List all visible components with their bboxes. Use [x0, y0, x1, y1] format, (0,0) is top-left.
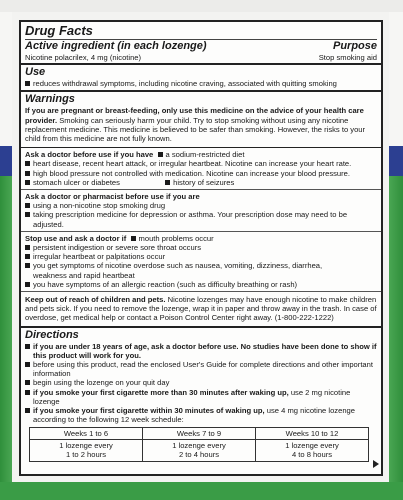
stop-use-item: irregular heartbeat or palpitations occur — [25, 252, 377, 261]
stop-use-item: you have symptoms of an allergic reaction (such as difficulty breathing or rash) — [25, 280, 377, 289]
dosing-column — [256, 428, 368, 461]
active-section — [21, 22, 381, 65]
package-left-edge — [0, 12, 12, 146]
directions-item: begin using the lozenge on your quit day — [25, 378, 377, 387]
pregnancy-warning — [25, 106, 377, 145]
ingredient-row — [25, 53, 377, 62]
use-section — [21, 65, 381, 92]
directions-heading: Directions — [25, 328, 79, 341]
keep-out-bold: Keep out of reach of children and pets. — [25, 295, 166, 305]
ask-doctor-row — [25, 178, 377, 187]
drug-facts-title: Drug Facts — [25, 23, 93, 38]
ask-doctor-heading: Ask a doctor before use if you have — [25, 150, 154, 160]
package-right-edge — [389, 12, 403, 146]
ask-pharmacist-section — [21, 190, 381, 232]
ask-doctor-item: high blood pressure not controlled with medication. Nicotine can increase your blood pressure. — [25, 169, 377, 178]
ask-pharmacist-item: using a non-nicotine stop smoking drug — [25, 201, 377, 210]
ask-doctor-item: history of seizures — [165, 178, 234, 187]
dosing-line: 1 lozenge every — [59, 440, 113, 450]
dosing-line: 4 to 8 hours — [291, 449, 333, 459]
ask-doctor-item: stomach ulcer or diabetes — [25, 178, 163, 187]
directions-item: if you are under 18 years of age, ask a doctor before use. No studies have been done to show if this product will work for you. — [25, 342, 377, 360]
package-top — [0, 0, 403, 12]
stop-use-section — [21, 232, 381, 292]
package-left-green — [0, 176, 12, 482]
stop-use-item: persistent indigestion or severe sore throat occurs — [25, 243, 377, 252]
dosing-line: 1 lozenge every — [172, 440, 226, 450]
ask-doctor-item: a sodium-restricted diet — [158, 150, 245, 159]
package-right-stripe — [389, 146, 403, 176]
keep-out-text — [25, 293, 377, 324]
directions-item: if you smoke your first cigarette more than 30 minutes after waking up, use 2 mg nicotine lozenge — [25, 388, 377, 406]
pregnancy-warning-bold: If you are pregnant or breast-feeding, only use this medicine on the advice of your health care provider. — [25, 106, 364, 125]
dosing-line: 1 lozenge every — [285, 440, 339, 450]
ingredient-text: Nicotine polacrilex, 4 mg (nicotine) — [25, 53, 142, 62]
dosing-column — [143, 428, 256, 461]
package-bottom — [0, 482, 403, 500]
ask-doctor-section — [21, 148, 381, 190]
stop-use-item: mouth problems occur — [131, 234, 214, 243]
directions-item: before using this product, read the enclosed User's Guide for complete directions and other important information — [25, 360, 377, 378]
continued-arrow-icon — [373, 460, 379, 468]
purpose-heading: Purpose — [332, 40, 377, 52]
dosing-column — [30, 428, 143, 461]
stop-use-item-continued: weakness and rapid heartbeat — [33, 270, 135, 280]
warnings-section — [21, 92, 381, 148]
dosing-line: 2 to 4 hours — [178, 449, 220, 459]
keep-out-rest: Nicotine lozenges may have enough nicotine to make children and pets sick. If you need to remove the lozenge, wrap it in paper and throw away in the trash. In case of overdose, get medical help or contact a Poison Control Center right away. (1-800-222-1222) — [25, 295, 377, 323]
warnings-heading: Warnings — [25, 93, 75, 106]
ask-pharmacist-heading: Ask a doctor or pharmacist before use if you are — [25, 192, 200, 202]
ask-pharmacist-item: taking prescription medicine for depression or asthma. Your prescription dose may need to be adjusted. — [25, 210, 377, 228]
directions-section — [21, 328, 381, 462]
stop-use-item: you get symptoms of nicotine overdose such as nausea, vomiting, dizziness, diarrhea, — [25, 261, 377, 270]
directions-item: if you smoke your first cigarette within 30 minutes of waking up, use 4 mg nicotine lozenge according to the following 12 week schedule: — [25, 406, 377, 424]
pregnancy-warning-text: Smoking can seriously harm your child. Try to stop smoking without using any nicotine replacement medicine. This medicine is believed to be safer than smoking. However, the risks to your child from this medicine are not fully known. — [25, 115, 366, 144]
stop-use-heading: Stop use and ask a doctor if — [25, 233, 127, 243]
active-heading: Active ingredient (in each lozenge) — [25, 40, 207, 52]
active-heading-row — [25, 39, 377, 53]
use-heading: Use — [25, 66, 46, 79]
dosing-line: 1 to 2 hours — [65, 449, 107, 459]
dosing-weeks: Weeks 10 to 12 — [256, 428, 368, 440]
dosing-table — [29, 427, 369, 462]
package-left-stripe — [0, 146, 12, 176]
drug-facts-panel — [19, 20, 383, 476]
dosing-weeks: Weeks 1 to 6 — [30, 428, 142, 440]
ask-doctor-item: heart disease, recent heart attack, or irregular heartbeat. Nicotine can increase your heart rate. — [25, 159, 377, 168]
keep-out-section — [21, 292, 381, 328]
dosing-weeks: Weeks 7 to 9 — [143, 428, 255, 440]
use-item: reduces withdrawal symptoms, including nicotine craving, associated with quitting smoking — [25, 79, 377, 88]
purpose-text: Stop smoking aid — [318, 53, 377, 62]
package-right-green — [389, 176, 403, 482]
